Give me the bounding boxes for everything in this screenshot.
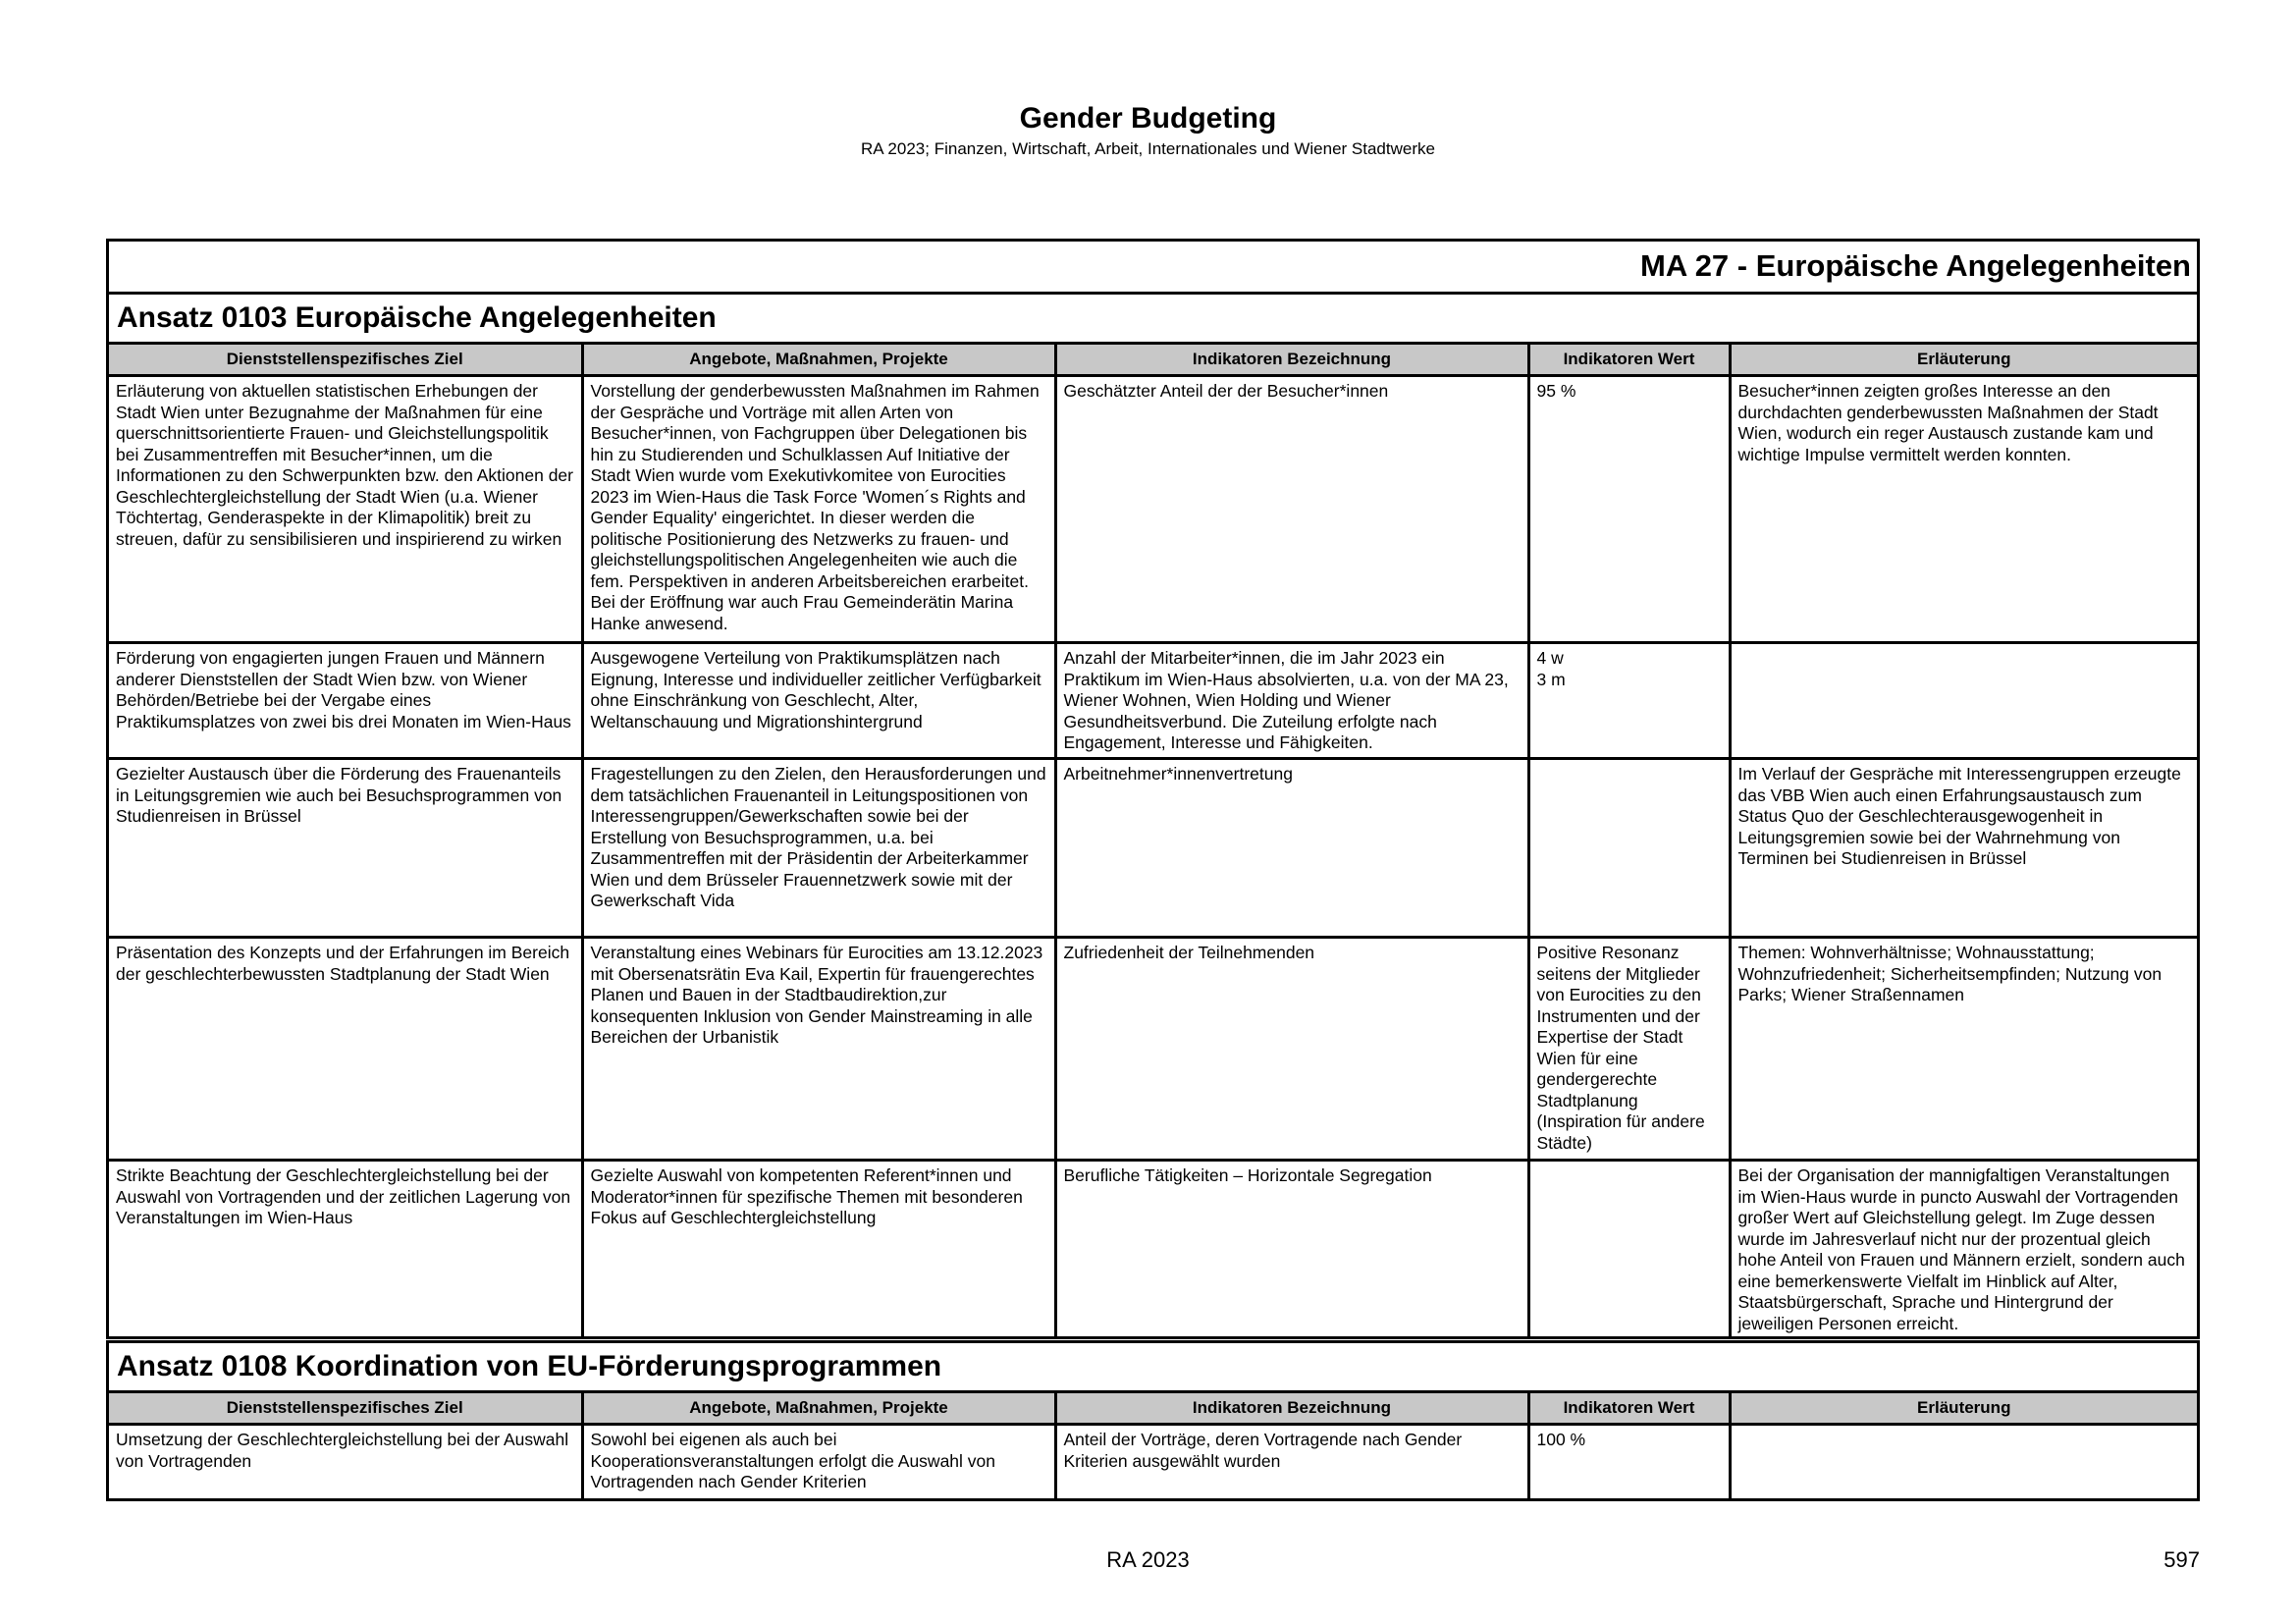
- page-number: 597: [2163, 1547, 2200, 1572]
- cell-wert: 95 %: [1528, 376, 1730, 643]
- table-row: [109, 759, 2197, 938]
- cell-wert: [1528, 1161, 1730, 1339]
- ansatz-title: Ansatz 0103 Europäische Angelegenheiten: [109, 295, 2197, 345]
- column-header-erlaeuterung: Erläuterung: [1730, 1393, 2197, 1425]
- cell-wert: 100 %: [1528, 1425, 1730, 1498]
- cell-erlaeuterung: [1730, 1425, 2197, 1498]
- page-header: [0, 101, 2296, 160]
- ansatz-title: Ansatz 0108 Koordination von EU-Förderungsprogrammen: [109, 1343, 2197, 1393]
- cell-massnahmen: Veranstaltung eines Webinars für Eurocities am 13.12.2023 mit Obersenatsrätin Eva Kail, Expertin für frauengerechtes Planen und Bauen in der Stadtbaudirektion,zur konsequenten Inklusion von Gender Mainstreaming in alle Bereichen der Urbanistik: [582, 938, 1055, 1161]
- ansatz-0108-section: [106, 1340, 2200, 1501]
- cell-erlaeuterung: Bei der Organisation der mannigfaltigen Veranstaltungen im Wien-Haus wurde in puncto Auswahl der Vortragenden großer Wert auf Gleichstellung gelegt. Im Zuge dessen wurde im Jahresverlauf nicht nur der prozentual gleich hohe Anteil von Frauen und Männern erzielt, sondern auch eine bemerkenswerte Vielfalt im Hinblick auf Alter, Staatsbürgerschaft, Sprache und Hintergrund der jeweiligen Personen erreicht.: [1737, 1165, 2185, 1333]
- cell-ziel: Umsetzung der Geschlechtergleichstellung bei der Auswahl von Vortragenden: [109, 1425, 582, 1498]
- table-header-row: [109, 1393, 2197, 1425]
- cell-erlaeuterung: Themen: Wohnverhältnisse; Wohnausstattung; Wohnzufriedenheit; Sicherheitsempfinden; Nutzung von Parks; Wiener Straßennamen: [1730, 938, 2197, 1161]
- column-header-ziel: Dienststellenspezifisches Ziel: [109, 345, 582, 376]
- document-title: Gender Budgeting: [1019, 102, 1277, 135]
- cell-wert: 4 w 3 m: [1528, 643, 1730, 759]
- column-header-ziel: Dienststellenspezifisches Ziel: [109, 1393, 582, 1425]
- gender-budget-table: [109, 345, 2197, 1339]
- column-header-erlaeuterung: Erläuterung: [1730, 345, 2197, 376]
- department-heading: MA 27 - Europäische Angelegenheiten: [109, 242, 2197, 295]
- cell-ziel: Gezielter Austausch über die Förderung des Frauenanteils in Leitungsgremien wie auch bei Besuchsprogrammen von Studienreisen in Brüssel: [109, 759, 582, 938]
- cell-indikator: Arbeitnehmer*innenvertretung: [1055, 759, 1528, 938]
- gender-budget-table: [109, 1393, 2197, 1498]
- cell-erlaeuterung: Im Verlauf der Gespräche mit Interessengruppen erzeugte das VBB Wien auch einen Erfahrungsaustausch zum Status Quo der Geschlechterausgewogenheit in Leitungsgremien sowie bei der Wahrnehmung von Terminen bei Studienreisen in Brüssel: [1730, 759, 2197, 938]
- column-header-massnahmen: Angebote, Maßnahmen, Projekte: [582, 1393, 1055, 1425]
- cell-massnahmen: Ausgewogene Verteilung von Praktikumsplätzen nach Eignung, Interesse und individueller zeitlicher Verfügbarkeit ohne Einschränkung von Geschlecht, Alter, Weltanschauung und Migrationshintergrund: [582, 643, 1055, 759]
- cell-erlaeuterung: [1730, 643, 2197, 759]
- cell-ziel: Präsentation des Konzepts und der Erfahrungen im Bereich der geschlechterbewussten Stadtplanung der Stadt Wien: [109, 938, 582, 1161]
- column-header-indikator: Indikatoren Bezeichnung: [1055, 1393, 1528, 1425]
- cell-indikator: Anzahl der Mitarbeiter*innen, die im Jahr 2023 ein Praktikum im Wien-Haus absolvierten, u.a. von der MA 23, Wiener Wohnen, Wien Holding und Wiener Gesundheitsverbund. Die Zuteilung erfolgte nach Engagement, Interesse und Fähigkeiten.: [1055, 643, 1528, 759]
- table-row: [109, 643, 2197, 759]
- cell-massnahmen: Fragestellungen zu den Zielen, den Herausforderungen und dem tatsächlichen Frauenanteil in Leitungspositionen von Interessengruppen/Gewerkschaften sowie bei der Erstellung von Besuchsprogrammen, u.a. bei Zusammentreffen mit der Präsidentin der Arbeiterkammer Wien und dem Brüsseler Frauennetzwerk sowie mit der Gewerkschaft Vida: [582, 759, 1055, 938]
- cell-massnahmen: Sowohl bei eigenen als auch bei Kooperationsveranstaltungen erfolgt die Auswahl von Vortragenden nach Gender Kriterien: [582, 1425, 1055, 1498]
- footer-report-label: RA 2023: [1106, 1547, 1190, 1572]
- column-header-wert: Indikatoren Wert: [1528, 345, 1730, 376]
- cell-wert: [1528, 759, 1730, 938]
- cell-ziel: Strikte Beachtung der Geschlechtergleichstellung bei der Auswahl von Vortragenden und der zeitlichen Lagerung von Veranstaltungen im Wien-Haus: [109, 1161, 582, 1339]
- table-header-row: [109, 345, 2197, 376]
- document-subtitle: RA 2023; Finanzen, Wirtschaft, Arbeit, Internationales und Wiener Stadtwerke: [861, 139, 1435, 158]
- table-row: [109, 1161, 2197, 1339]
- cell-indikator: Berufliche Tätigkeiten – Horizontale Segregation: [1055, 1161, 1528, 1339]
- cell-indikator: Anteil der Vorträge, deren Vortragende nach Gender Kriterien ausgewählt wurden: [1055, 1425, 1528, 1498]
- column-header-indikator: Indikatoren Bezeichnung: [1055, 345, 1528, 376]
- column-header-massnahmen: Angebote, Maßnahmen, Projekte: [582, 345, 1055, 376]
- cell-indikator: Geschätzter Anteil der der Besucher*innen: [1055, 376, 1528, 643]
- cell-ziel: Förderung von engagierten jungen Frauen und Männern anderer Dienststellen der Stadt Wien bzw. von Wiener Behörden/Betriebe bei der Vergabe eines Praktikumsplatzes von zwei bis drei Monaten im Wien-Haus: [109, 643, 582, 759]
- cell-erlaeuterung: Besucher*innen zeigten großes Interesse an den durchdachten genderbewussten Maßnahmen der Stadt Wien, wodurch ein reger Austausch zustande kam und wichtige Impulse vermittelt werden konnten.: [1730, 376, 2197, 643]
- table-row: [109, 938, 2197, 1161]
- table-row: [109, 1425, 2197, 1498]
- cell-massnahmen: Vorstellung der genderbewussten Maßnahmen im Rahmen der Gespräche und Vorträge mit allen Arten von Besucher*innen, von Fachgruppen über Delegationen bis hin zu Studierenden und Schulklassen Auf Initiative der Stadt Wien wurde vom Exekutivkomitee von Eurocities 2023 im Wien-Haus die Task Force 'Women´s Rights and Gender Equality' eingerichtet. In dieser werden die politische Positionierung des Netzwerks zu frauen- und gleichstellungspolitischen Angelegenheiten wie auch die fem. Perspektiven in anderen Arbeitsbereichen erarbeitet. Bei der Eröffnung war auch Frau Gemeinderätin Marina Hanke anwesend.: [582, 376, 1055, 643]
- cell-wert: Positive Resonanz seitens der Mitglieder von Eurocities zu den Instrumenten und der Expertise der Stadt Wien für eine gendergerechte Stadtplanung (Inspiration für andere Städte): [1528, 938, 1730, 1161]
- cell-ziel: Erläuterung von aktuellen statistischen Erhebungen der Stadt Wien unter Bezugnahme der Maßnahmen für eine querschnittsorientierte Frauen- und Gleichstellungspolitik bei Zusammentreffen mit Besucher*innen, um die Informationen zu den Schwerpunkten bzw. den Aktionen der Geschlechtergleichstellung der Stadt Wien (u.a. Wiener Töchtertag, Genderaspekte in der Klimapolitik) breit zu streuen, dafür zu sensibilisieren und inspirierend zu wirken: [109, 376, 582, 643]
- ansatz-0103-section: [106, 239, 2200, 1339]
- cell-indikator: Zufriedenheit der Teilnehmenden: [1055, 938, 1528, 1161]
- table-row: [109, 376, 2197, 643]
- column-header-wert: Indikatoren Wert: [1528, 1393, 1730, 1425]
- cell-massnahmen: Gezielte Auswahl von kompetenten Referent*innen und Moderator*innen für spezifische Themen mit besonderen Fokus auf Geschlechtergleichstellung: [582, 1161, 1055, 1339]
